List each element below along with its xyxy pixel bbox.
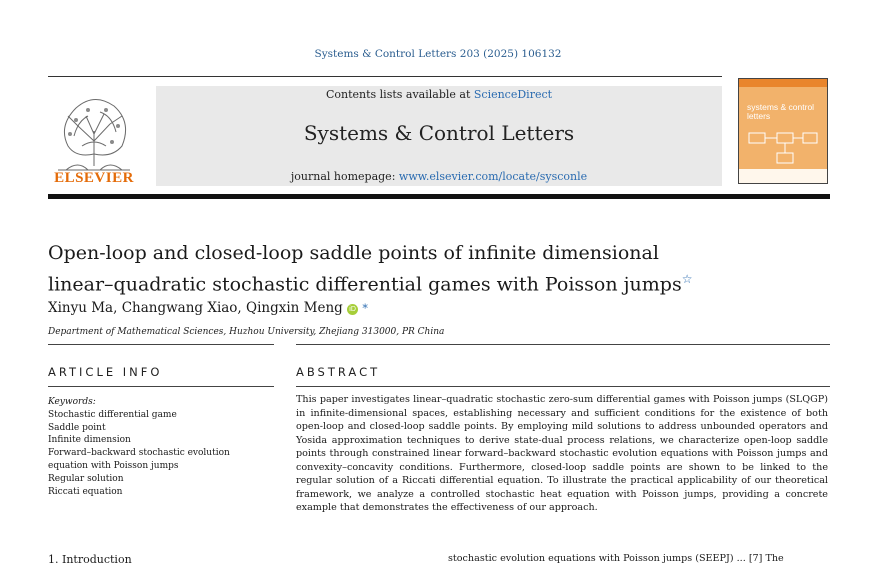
keyword-item: Stochastic differential game <box>48 409 177 420</box>
abstract-bottom-rule <box>296 386 830 387</box>
title-footnote-star-icon[interactable]: ☆ <box>681 272 693 286</box>
authors-names[interactable]: Xinyu Ma, Changwang Xiao, Qingxin Meng <box>48 300 343 316</box>
keywords-block <box>48 396 274 498</box>
cover-diagram-icon <box>747 127 821 167</box>
journal-title: Systems & Control Letters <box>303 121 575 145</box>
homepage-prefix: journal homepage: <box>290 170 399 183</box>
author-affiliation: Department of Mathematical Sciences, Huzhou University, Zhejiang 313000, PR China <box>48 327 445 337</box>
author-list <box>48 300 368 316</box>
sciencedirect-link[interactable]: ScienceDirect <box>473 88 553 101</box>
header-thick-divider <box>48 194 830 199</box>
keyword-item: Forward–backward stochastic evolution <box>48 448 230 459</box>
article-info-heading: ARTICLE INFO <box>48 365 163 379</box>
article-info-bottom-rule <box>48 386 274 387</box>
cover-top-strip <box>739 79 827 87</box>
journal-cover-thumbnail <box>738 78 828 184</box>
introduction-heading: 1. Introduction <box>48 553 132 566</box>
cover-bottom-bar <box>739 169 827 183</box>
header-divider <box>48 76 722 77</box>
keyword-item: Infinite dimension <box>48 435 131 446</box>
keyword-item: Saddle point <box>48 422 106 433</box>
body-text-fragment: stochastic evolution equations with Poisson jumps (SEEPJ) ... [7] The <box>448 553 784 564</box>
journal-citation: Systems & Control Letters 203 (2025) 106132 <box>314 48 562 60</box>
orcid-icon[interactable]: iD <box>347 304 358 315</box>
abstract-text: This paper investigates linear–quadratic stochastic zero-sum differential games with Poisson jumps (SLQGP) in infinite-dimensional spaces, establishing necessary and sufficient conditions for the existence of both open-loop and closed-loop saddle points. By employing mild solutions to address unbounded operators and Yosida approximation techniques to derive state-dual process relations, we characterize open-loop saddle points through constrained linear forward–backward stochastic evolution equations with Poisson jumps and convexity–concavity conditions. Furthermore, closed-loop saddle points are shown to be linked to the regular solution of a Riccati differential equation. To illustrate the practical applicability of our theoretical framework, we analyze a controlled stochastic heat equation with Poisson jumps, providing a concrete example that demonstrates the effectiveness of our approach. <box>296 394 828 513</box>
keyword-item: equation with Poisson jumps <box>48 460 179 471</box>
corresponding-author-icon[interactable]: * <box>362 302 368 315</box>
homepage-link[interactable]: www.elsevier.com/locate/sysconle <box>398 170 588 183</box>
keywords-label: Keywords: <box>48 397 96 407</box>
keyword-item: Riccati equation <box>48 486 123 497</box>
paper-title-line-1: Open-loop and closed-loop saddle points of infinite dimensional <box>48 242 659 264</box>
elsevier-wordmark: ELSEVIER <box>54 170 134 186</box>
paper-title <box>48 240 768 297</box>
article-info-top-rule <box>48 344 274 345</box>
contents-prefix: Contents lists available at <box>325 88 474 101</box>
contents-availability <box>156 88 722 101</box>
abstract-top-rule <box>296 344 830 345</box>
paper-title-line-2: linear–quadratic stochastic differential games with Poisson jumps <box>48 273 682 296</box>
keyword-item: Regular solution <box>48 473 124 484</box>
cover-title: systems & control letters <box>747 102 815 121</box>
abstract-heading: ABSTRACT <box>296 365 381 379</box>
journal-homepage <box>156 170 722 183</box>
